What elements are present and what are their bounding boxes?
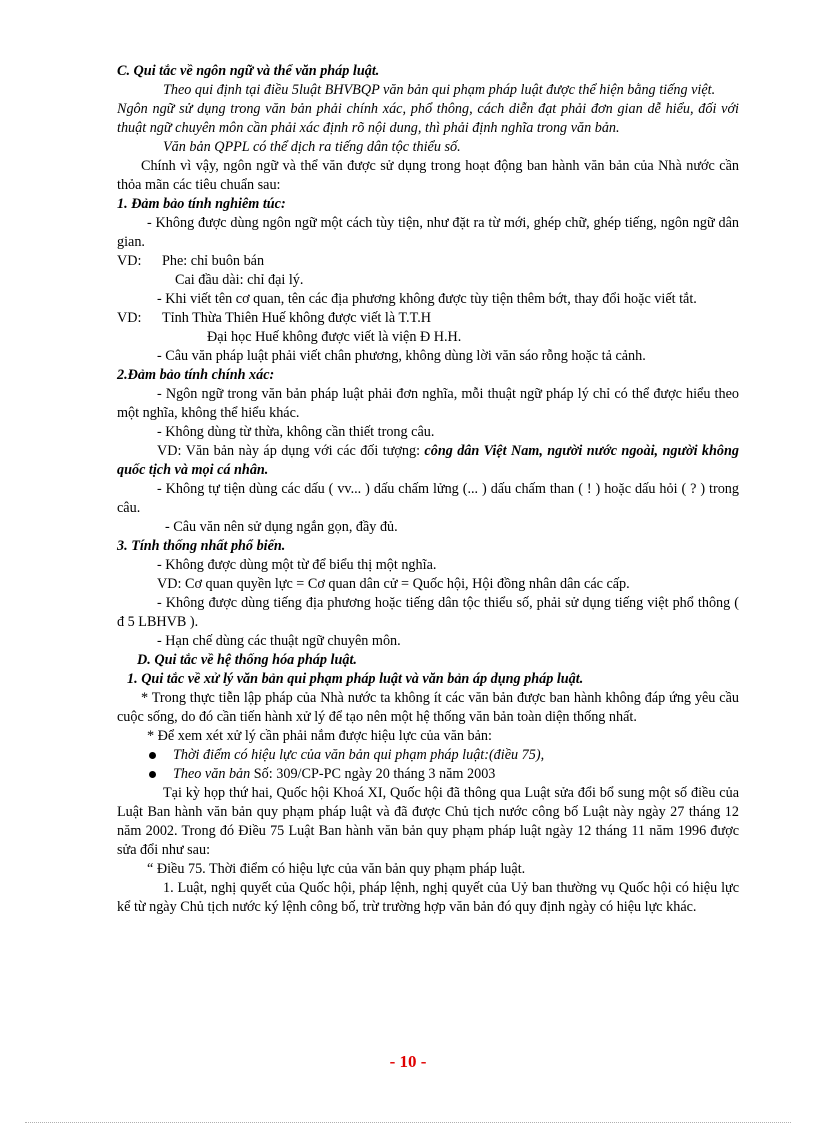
section-2-paragraph-3: - Không tự tiện dùng các dấu ( vv... ) dấu chấm lửng (... ) dấu chấm than ( ! ) hoặc dấu hỏi ( ? ) trong câu. [117,481,739,516]
section-1-example-row-3 [117,309,739,328]
section-2-heading: 2.Đảm bảo tính chính xác: [117,367,275,383]
section-1-paragraph-1: - Không được dùng ngôn ngữ một cách tùy tiện, như đặt ra từ mới, ghép chữ, ghép tiếng, ngôn ngữ dân gian. [117,215,739,250]
section-1-example-4: Đại học Huế không được viết là viện Đ H.H. [207,329,462,345]
section-1-example-2: Cai đầu dài: chỉ đại lý. [175,272,304,288]
section-c-paragraph-1: Theo qui định tại điều 5luật BHVBQP văn bản qui phạm pháp luật được thể hiện bằng tiếng việt. [163,82,716,98]
bullet-icon [149,771,156,778]
section-3-paragraph-3: - Hạn chế dùng các thuật ngữ chuyên môn. [157,633,401,649]
example-label: VD: [117,253,142,269]
section-c-paragraph-3: Văn bản QPPL có thể dịch ra tiếng dân tộc thiểu số. [163,139,461,155]
bullet-icon [149,752,156,759]
section-d1-heading: 1. Qui tắc về xử lý văn bản qui phạm pháp luật và văn bản áp dụng pháp luật. [127,671,584,687]
bullet-item-2-text: Số: 309/CP-PC ngày 20 tháng 3 năm 2003 [253,766,496,782]
section-3-paragraph-2: - Không được dùng tiếng địa phương hoặc tiếng dân tộc thiểu số, phải sử dụng tiếng việt phổ thông ( đ 5 LBHVB ). [117,595,739,630]
section-1-heading: 1. Đảm bảo tính nghiêm túc: [117,196,286,212]
section-2-example-emphasis: công dân Việt Nam, người nước ngoài, người không quốc tịch và mọi cá nhân. [117,443,739,478]
section-d-heading: D. Qui tắc về hệ thống hóa pháp luật. [137,652,357,668]
section-d1-paragraph-2: * Để xem xét xử lý cần phải nắm được hiệu lực của văn bản: [147,728,492,744]
page-number: - 10 - [389,1052,427,1071]
document-body [117,62,739,917]
bullet-item-1-text: Thời điểm có hiệu lực của văn bản qui phạm pháp luật:(điều 75), [173,747,545,763]
bullet-item-2 [117,765,739,784]
section-2-paragraph-1: - Ngôn ngữ trong văn bản pháp luật phải đơn nghĩa, mỗi thuật ngữ pháp lý chỉ có thể được hiểu theo một nghĩa, không thể hiểu khác. [117,386,739,421]
section-d1-paragraph-5: 1. Luật, nghị quyết của Quốc hội, pháp lệnh, nghị quyết của Uỷ ban thường vụ Quốc hội có hiệu lực kể từ ngày Chủ tịch nước ký lệnh công bố, trừ trường hợp văn bản đó quy định ngày có hiệu lực khác. [117,880,739,915]
section-d1-paragraph-4: “ Điều 75. Thời điểm có hiệu lực của văn bản quy phạm pháp luật. [147,861,526,877]
bullet-item-1 [117,746,739,765]
section-1-example-row-1 [117,252,739,271]
example-label: VD: [117,310,142,326]
section-3-paragraph-1: - Không được dùng một từ để biểu thị một nghĩa. [157,557,437,573]
section-2-example [117,442,739,480]
section-d1-paragraph-1: * Trong thực tiễn lập pháp của Nhà nước ta không ít các văn bản được ban hành không đáp ứng yêu cầu cuộc sống, do đó cần tiến hành xử lý để tạo nên một hệ thống văn bản toàn diện thống nhất. [117,690,739,725]
section-d1-paragraph-3: Tại kỳ họp thứ hai, Quốc hội Khoá XI, Quốc hội đã thông qua Luật sửa đổi bổ sung một số điều của Luật Ban hành văn bản quy phạm pháp luật và đã được Chủ tịch nước công bố Luật này ngày 27 tháng 12 năm 2002. Trong đó Điều 75 Luật Ban hành văn bản quy phạm pháp luật ngày 12 tháng 11 năm 1996 được sửa đổi như sau: [117,785,739,858]
bullet-item-2-italic: Theo văn bản [173,766,251,782]
section-2-paragraph-4: - Câu văn nên sử dụng ngắn gọn, đầy đủ. [165,519,398,535]
section-1-example-3: Tỉnh Thừa Thiên Huế không được viết là T.T.H [162,310,432,326]
section-c-heading: C. Qui tắc về ngôn ngữ và thể văn pháp luật. [117,63,380,79]
section-3-heading: 3. Tính thống nhất phổ biến. [117,538,286,554]
section-2-paragraph-2: - Không dùng từ thừa, không cần thiết trong câu. [157,424,435,440]
section-c-paragraph-4: Chính vì vậy, ngôn ngữ và thể văn được sử dụng trong hoạt động ban hành văn bản của Nhà nước cần thỏa mãn các tiêu chuẩn sau: [117,158,739,193]
section-c-paragraph-2: Ngôn ngữ sử dụng trong văn bản phải chính xác, phổ thông, cách diễn đạt phải đơn gian dễ hiểu, đối với thuật ngữ chuyên môn cần phải xác định rõ nội dung, thì phải định nghĩa trong văn bản. [117,101,739,136]
section-2-example-prefix: VD: Văn bản này áp dụng với các đối tượng: [157,443,421,459]
section-1-paragraph-3: - Câu văn pháp luật phải viết chân phương, không dùng lời văn sáo rỗng hoặc tả cảnh. [157,348,646,364]
section-3-example: VD: Cơ quan quyền lực = Cơ quan dân cử = Quốc hội, Hội đồng nhân dân các cấp. [157,576,630,592]
section-1-paragraph-2: - Khi viết tên cơ quan, tên các địa phương không được tùy tiện thêm bớt, thay đổi hoặc viết tắt. [157,291,697,307]
section-1-example-1: Phe: chỉ buôn bán [162,253,265,269]
